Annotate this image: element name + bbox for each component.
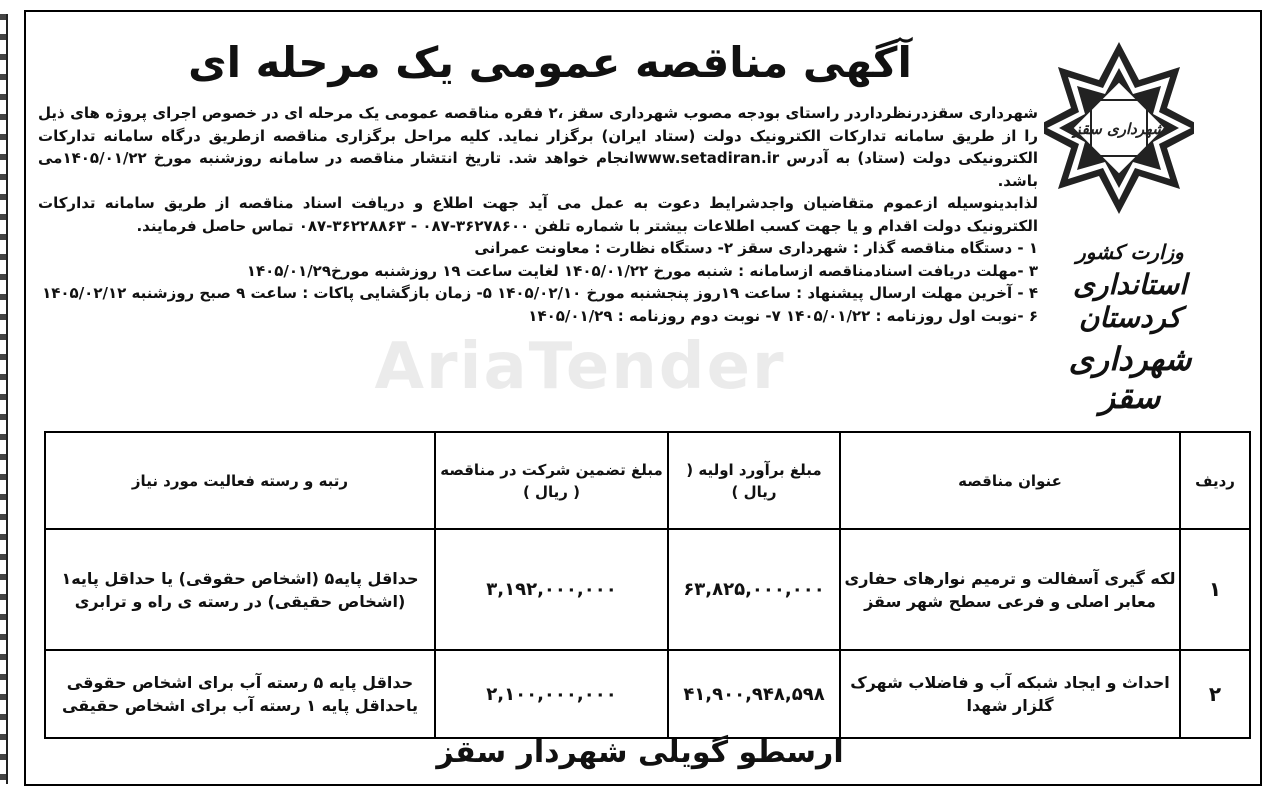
detail-item-2: ۳ -مهلت دریافت اسنادمناقصه ازسامانه : شنبه مورخ ۱۴۰۵/۰۱/۲۲ لغایت ساعت ۱۹ روزشنبه مورخ۱۴۰۵/۰۱/۲۹ (246, 261, 1038, 280)
ministry-name: وزارت کشور (1076, 240, 1184, 264)
tender-title: احداث و ایجاد شبکه آب و فاضلاب شهرک گلزار شهدا (840, 650, 1180, 738)
invite-paragraph: لذابدینوسیله ازعموم متقاضیان واجدشرایط دعوت به عمل می آید جهت اطلاع و دریافت اسناد مناقصه از طریق سامانه تدارکات الکترونیک دولت اقدام و یا جهت کسب اطلاعات بیشتر با شماره تلفن ۳۶۲۷۸۶۰۰-۰۸۷ - ۳۶۲۲۸۸۶۳-۰۸۷ تماس حاصل فرمایند. (38, 194, 1038, 235)
signature: ارسطو گویلی شهردار سقز (436, 735, 844, 770)
required-grade: حداقل پایه ۵ رسته آب برای اشخاص حقوقی یاحداقل پایه ۱ رسته آب برای اشخاص حقیقی (45, 650, 435, 738)
header-row-number: ردیف (1180, 432, 1250, 529)
detail-item-3: ۴ - آخرین مهلت ارسال پیشنهاد : ساعت ۱۹روز پنجشنبه مورخ ۱۴۰۵/۰۲/۱۰ ۵- زمان بازگشایی پاکات : ساعت ۹ صبح روزشنبه ۱۴۰۵/۰۲/۱۲ (42, 284, 1038, 302)
emblem-text: شهرداری سقز (1073, 120, 1165, 138)
estimate-amount: ۶۳,۸۲۵,۰۰۰,۰۰۰ (668, 529, 840, 650)
tender-title: لکه گیری آسفالت و ترمیم نوارهای حفاری معابر اصلی و فرعی سطح شهر سقز (840, 529, 1180, 650)
table-header-row (45, 432, 1250, 529)
header-tender-title: عنوان مناقصه (840, 432, 1180, 529)
table-row (45, 650, 1250, 738)
row-number: ۲ (1180, 650, 1250, 738)
left-edge-rule (6, 14, 8, 784)
municipality-emblem-icon (1044, 38, 1194, 228)
tenders-table (44, 431, 1251, 739)
header-guarantee: مبلغ تضمین شرکت در مناقصه ( ریال ) (435, 432, 668, 529)
row-number: ۱ (1180, 529, 1250, 650)
detail-item-1: ۱ - دستگاه مناقصه گذار : شهرداری سقز ۲- دستگاه نظارت : معاونت عمرانی (474, 239, 1038, 257)
guarantee-amount: ۳,۱۹۲,۰۰۰,۰۰۰ (435, 529, 668, 650)
header-estimate: مبلغ برآورد اولیه ( ریال ) (668, 432, 840, 529)
notice-body (38, 102, 1038, 327)
municipality-name: شهرداری سقز (1068, 340, 1192, 416)
guarantee-amount: ۲,۱۰۰,۰۰۰,۰۰۰ (435, 650, 668, 738)
estimate-amount: ۴۱,۹۰۰,۹۴۸,۵۹۸ (668, 650, 840, 738)
governorate-name: استانداری کردستان (1073, 268, 1187, 334)
issuer-block (1040, 240, 1220, 416)
notice-title: آگهی مناقصه عمومی یک مرحله ای (188, 38, 912, 87)
required-grade: حداقل پایه۵ (اشخاص حقوقی) یا حداقل پایه۱ (اشخاص حقیقی) در رسته ی راه و ترابری (45, 529, 435, 650)
header-grade: رتبه و رسته فعالیت مورد نیاز (45, 432, 435, 529)
intro-paragraph: شهرداری سقزدرنظرداردر راستای بودجه مصوب شهرداری سقز ،۲ فقره مناقصه عمومی یک مرحله ای در خصوص اجرای پروژه های ذیل را از طریق سامانه تدارکات الکترونیک دولت (ستاد ایران) برگزار نماید. کلیه مراحل برگزاری مناقصه ازطریق درگاه سامانه تدارکات الکترونیکی دولت (ستاد) به آدرس www.setadiran.irانجام خواهد شد. تاریخ انتشار مناقصه در سامانه روزشنبه مورخ ۱۴۰۵/۰۱/۲۲می باشد. (38, 104, 1039, 190)
table-row (45, 529, 1250, 650)
detail-item-4: ۶ -نوبت اول روزنامه : ۱۴۰۵/۰۱/۲۲ ۷- نوبت دوم روزنامه : ۱۴۰۵/۰۱/۲۹ (528, 306, 1038, 325)
